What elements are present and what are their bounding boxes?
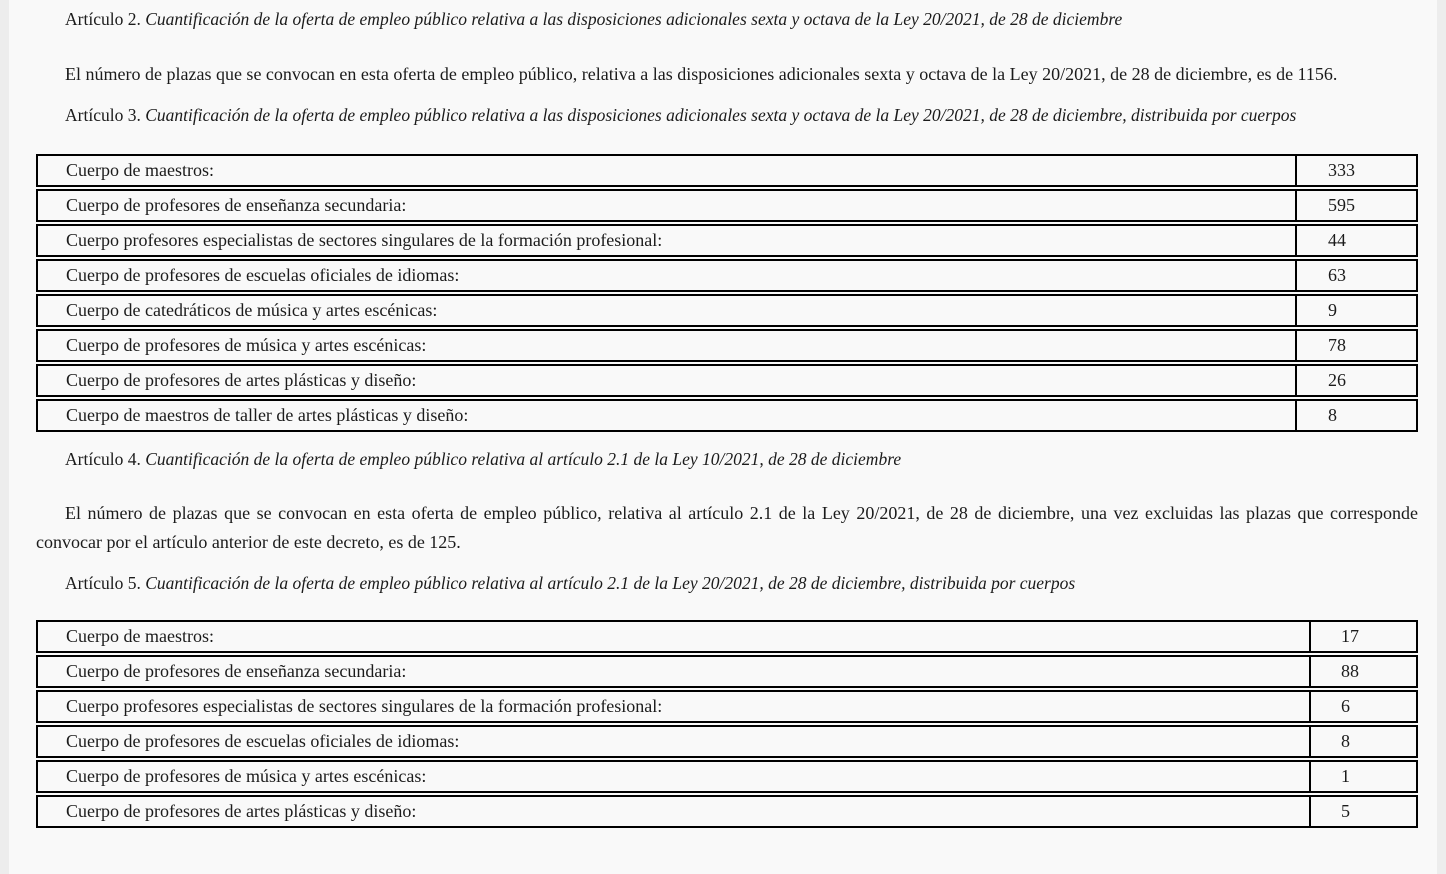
table-row [36, 154, 1418, 187]
row-value: 44 [1328, 230, 1346, 250]
row-value: 595 [1328, 195, 1355, 215]
table-row [36, 329, 1418, 362]
article-4-paragraph: El número de plazas que se convocan en esta oferta de empleo público, relativa al artículo 2.1 de la Ley 20/2021, de 28 de diciembre, una vez excluidas las plazas que corresponde convocar por el artículo anterior de este decreto, es de 125. [36, 503, 1418, 552]
row-value: 88 [1341, 661, 1359, 681]
article-3-title: Cuantificación de la oferta de empleo público relativa a las disposiciones adicionales sexta y octava de la Ley 20/2021, de 28 de diciembre, distribuida por cuerpos [145, 105, 1297, 125]
table-row [36, 690, 1418, 723]
article-5-heading [36, 572, 1418, 594]
row-label: Cuerpo de maestros: [66, 160, 214, 180]
document-page [9, 0, 1437, 874]
article-2-heading [36, 8, 1418, 30]
table-row [36, 399, 1418, 432]
row-label: Cuerpo de profesores de artes plásticas y diseño: [66, 801, 417, 821]
row-value: 26 [1328, 370, 1346, 390]
row-label: Cuerpo de profesores de escuelas oficiales de idiomas: [66, 265, 460, 285]
article-2-paragraph: El número de plazas que se convocan en esta oferta de empleo público, relativa a las disposiciones adicionales sexta y octava de la Ley 20/2021, de 28 de diciembre, es de 1156. [65, 64, 1338, 84]
row-label: Cuerpo profesores especialistas de sectores singulares de la formación profesional: [66, 696, 663, 716]
article-4-number: Artículo 4. [65, 449, 141, 469]
table-row [36, 189, 1418, 222]
article-4-title: Cuantificación de la oferta de empleo público relativa al artículo 2.1 de la Ley 10/2021, de 28 de diciembre [145, 449, 902, 469]
row-label: Cuerpo de profesores de enseñanza secundaria: [66, 195, 407, 215]
table-row [36, 795, 1418, 828]
row-label: Cuerpo profesores especialistas de sectores singulares de la formación profesional: [66, 230, 663, 250]
row-value: 8 [1328, 405, 1337, 425]
row-label: Cuerpo de catedráticos de música y artes escénicas: [66, 300, 438, 320]
row-value: 1 [1341, 766, 1350, 786]
row-value: 63 [1328, 265, 1346, 285]
table-row [36, 760, 1418, 793]
article-3-number: Artículo 3. [65, 105, 141, 125]
row-label: Cuerpo de profesores de enseñanza secundaria: [66, 661, 407, 681]
article-4-heading [36, 448, 1418, 470]
row-label: Cuerpo de profesores de música y artes escénicas: [66, 766, 427, 786]
table-row [36, 224, 1418, 257]
table-row [36, 259, 1418, 292]
row-value: 6 [1341, 696, 1350, 716]
article-5-number: Artículo 5. [65, 573, 141, 593]
row-value: 9 [1328, 300, 1337, 320]
article-5-table [36, 620, 1418, 828]
table-row [36, 294, 1418, 327]
row-label: Cuerpo de maestros: [66, 626, 214, 646]
article-2-title: Cuantificación de la oferta de empleo público relativa a las disposiciones adicionales sexta y octava de la Ley 20/2021, de 28 de diciembre [145, 9, 1123, 29]
article-3-heading [36, 104, 1418, 126]
row-label: Cuerpo de profesores de escuelas oficiales de idiomas: [66, 731, 460, 751]
row-value: 333 [1328, 160, 1355, 180]
table-row [36, 364, 1418, 397]
row-label: Cuerpo de profesores de música y artes escénicas: [66, 335, 427, 355]
article-3-table [36, 154, 1418, 432]
article-5-title: Cuantificación de la oferta de empleo público relativa al artículo 2.1 de la Ley 20/2021, de 28 de diciembre, distribuida por cuerpos [145, 573, 1076, 593]
article-2-number: Artículo 2. [65, 9, 141, 29]
row-value: 17 [1341, 626, 1359, 646]
table-row [36, 655, 1418, 688]
table-row [36, 725, 1418, 758]
row-value: 78 [1328, 335, 1346, 355]
row-value: 8 [1341, 731, 1350, 751]
row-label: Cuerpo de maestros de taller de artes plásticas y diseño: [66, 405, 469, 425]
row-value: 5 [1341, 801, 1350, 821]
row-label: Cuerpo de profesores de artes plásticas y diseño: [66, 370, 417, 390]
table-row [36, 620, 1418, 653]
